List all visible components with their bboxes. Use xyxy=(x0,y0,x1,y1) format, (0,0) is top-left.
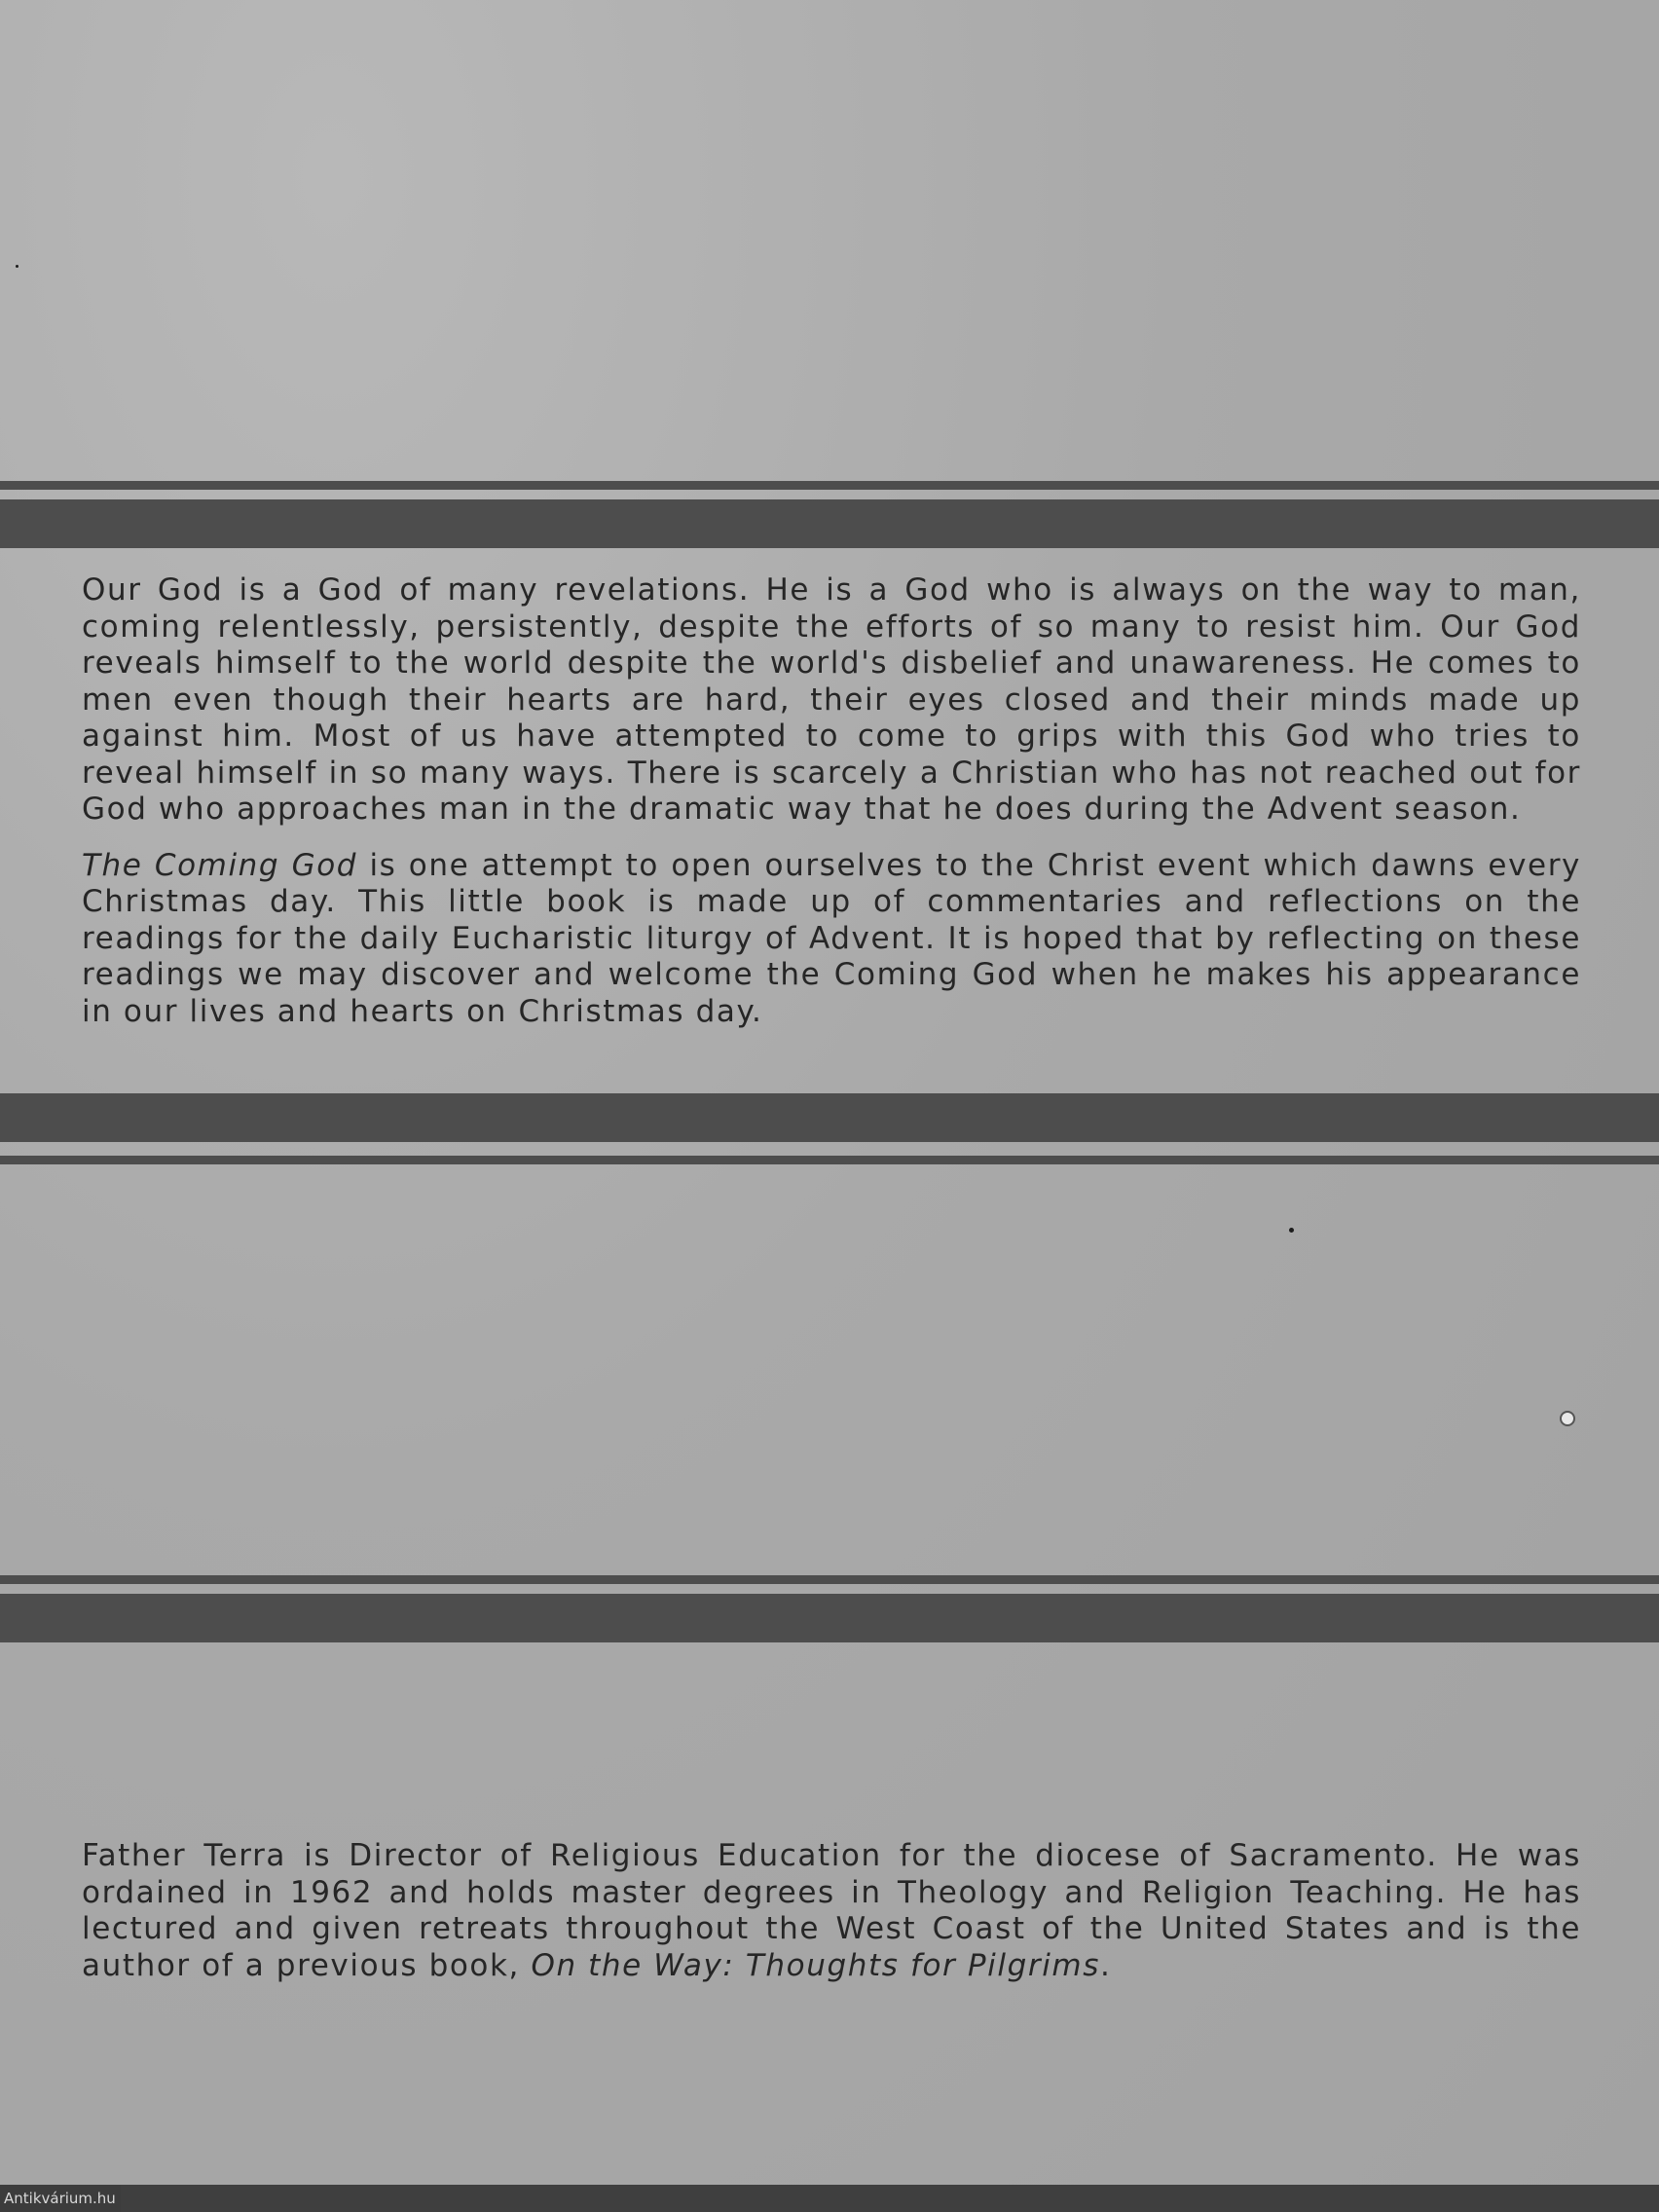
author-bio-text: Father Terra is Director of Religious Education for the diocese of Sacramento. He was ordained in 1962 and holds master degrees in Theology and Religion Teaching. He has lectured and given retreats throughout the West Coast of the United States and is the author of a previous book, xyxy=(82,1838,1581,1983)
speck xyxy=(16,265,18,268)
stripe-thin-3 xyxy=(0,1575,1659,1584)
intro-paragraph-2 xyxy=(82,848,1581,1031)
stripe-thick-3 xyxy=(0,1594,1659,1642)
stripe-bottom xyxy=(0,2185,1659,2212)
book-title-coming-god: The Coming God xyxy=(82,847,358,883)
watermark: Antikvárium.hu xyxy=(0,2185,121,2212)
stripe-thick-1 xyxy=(0,499,1659,548)
author-bio xyxy=(82,1838,1581,1984)
speck xyxy=(1560,1411,1575,1426)
book-title-on-the-way: On the Way: Thoughts for Pilgrims xyxy=(531,1947,1100,1983)
author-bio-paragraph xyxy=(82,1838,1581,1984)
stripe-thin-1 xyxy=(0,481,1659,490)
stripe-thin-2 xyxy=(0,1156,1659,1164)
speck xyxy=(1289,1228,1294,1233)
intro-text xyxy=(82,572,1581,1030)
intro-paragraph-1: Our God is a God of many revelations. He is a God who is always on the way to man, coming relentlessly, persistently, despite the efforts of so many to resist him. Our God reveals himself to the world despite the world's disbelief and unawareness. He comes to men even though their hearts are hard, their eyes closed and their minds made up against him. Most of us have attempted to come to grips with this God who tries to reveal himself in so many ways. There is scarcely a Christian who has not reached out for God who approaches man in the dramatic way that he does during the Advent season. xyxy=(82,572,1581,827)
intro-paragraph-2-body: is one attempt to open ourselves to the Christ event which dawns every Christmas day. This little book is made up of commentaries and reflections on the readings for the daily Eucharistic liturgy of Advent. It is hoped that by reflecting on these readings we may discover and welcome the Coming God when he makes his appearance in our lives and hearts on Christmas day. xyxy=(82,847,1581,1029)
author-bio-end: . xyxy=(1099,1947,1112,1983)
stripe-thick-2 xyxy=(0,1093,1659,1142)
